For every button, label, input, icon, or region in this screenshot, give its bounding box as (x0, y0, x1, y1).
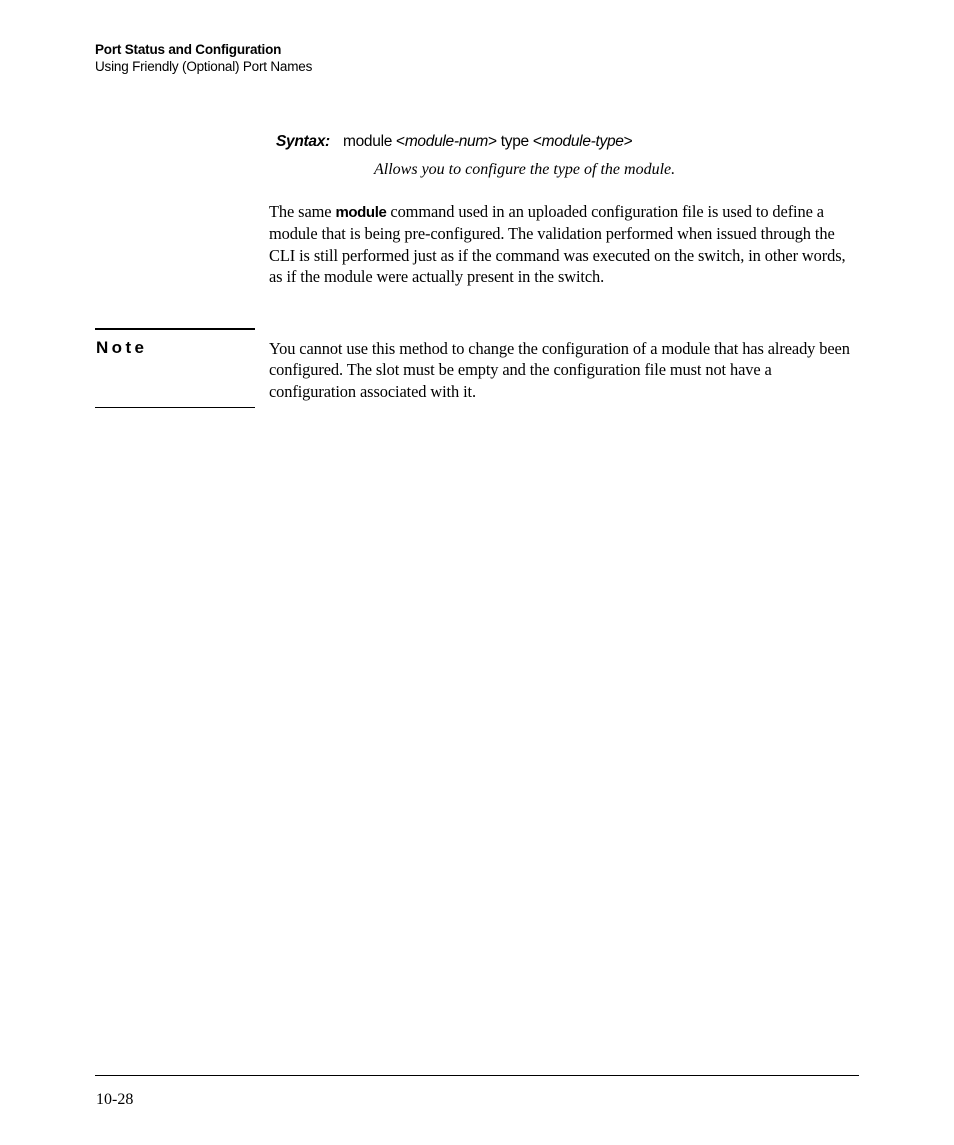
page-number: 10-28 (96, 1091, 134, 1108)
syntax-bracket-close: > (487, 133, 497, 150)
syntax-param-module-type: module-type (541, 133, 624, 150)
note-label: Note (96, 338, 148, 357)
body-command: module (335, 204, 387, 221)
note-rule-bottom (95, 407, 255, 408)
section-title: Using Friendly (Optional) Port Names (95, 59, 313, 74)
running-head (95, 41, 312, 75)
syntax-line (276, 132, 632, 152)
body-paragraph (269, 201, 859, 287)
note-text: You cannot use this method to change the configuration of a module that has already been configured. The slot must be empty and the configuration file must not have a configuration associated with it. (269, 339, 850, 401)
syntax-param-module-num: module-num (404, 133, 488, 150)
syntax-description: Allows you to configure the type of the module. (374, 161, 676, 178)
body-text-after: command used in an uploaded configuration file is used to define a module that is being pre-configured. The validation performed when issued through the CLI is still performed just as if the command was executed on the switch, in other words, as if the module were actually present in the switch. (269, 202, 846, 286)
syntax-bracket-open: < (392, 133, 405, 150)
syntax-bracket-close-2: > (623, 133, 633, 150)
syntax-command-type: type < (496, 133, 542, 150)
footer-rule (95, 1075, 859, 1076)
syntax-command-module: module (343, 133, 393, 150)
chapter-title: Port Status and Configuration (95, 42, 282, 57)
body-text-before: The same (269, 202, 336, 221)
syntax-label: Syntax: (276, 133, 330, 150)
note-rule-top (95, 328, 255, 330)
